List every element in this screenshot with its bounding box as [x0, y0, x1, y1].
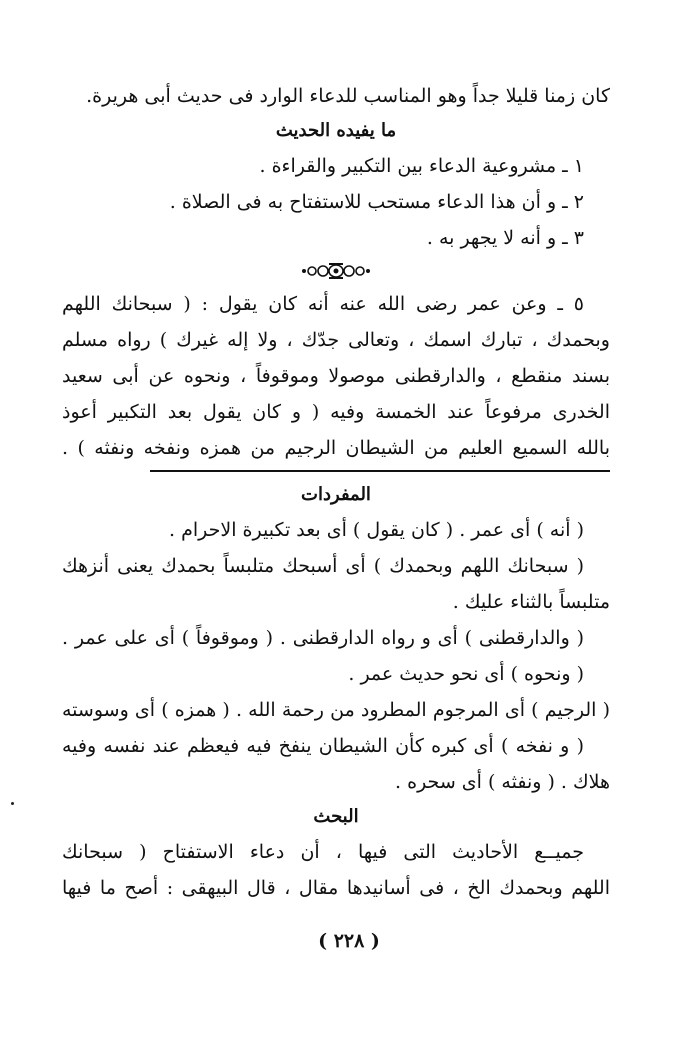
page-body	[62, 78, 610, 906]
hadith-line-2: وبحمدك ، تبارك اسمك ، وتعالى جدّك ، ولا إله غيرك ) رواه مسلم	[62, 329, 610, 351]
hadith-line-4: الخدرى مرفوعاً عند الخمسة وفيه ( و كان يقول بعد التكبير أعوذ	[62, 401, 610, 423]
vocabulary-line-8: هلاك . ( ونفثه ) أى سحره .	[395, 771, 610, 793]
vocabulary-line-5: ( ونحوه ) أى نحو حديث عمر .	[348, 663, 584, 685]
section-heading-benefits: ما يفيده الحديث	[275, 120, 397, 141]
section-heading-vocabulary: المفردات	[301, 484, 371, 505]
benefit-item-2: ٢ ـ و أن هذا الدعاء مستحب للاستفتاح به فى الصلاة .	[169, 191, 584, 213]
discussion-line-2: اللهم وبحمدك الخ ، فى أسانيدها مقال ، قال البيهقى : أصح ما فيها	[62, 877, 610, 899]
hadith-line-5: بالله السميع العليم من الشيطان الرجيم من همزه ونفخه ونفثه ) .	[62, 437, 610, 459]
page-number: ( ٢٢٨ )	[318, 930, 380, 952]
section-divider-rule	[150, 470, 610, 472]
benefit-item-3: ٣ ـ و أنه لا يجهر به .	[426, 227, 584, 249]
intro-line: كان زمنا قليلا جداً وهو المناسب للدعاء الوارد فى حديث أبى هريرة.	[86, 85, 610, 107]
discussion-line-1: جميــع الأحاديث التى فيها ، أن دعاء الاستفتاح ( سبحانك	[62, 841, 584, 863]
margin-mark	[11, 802, 14, 805]
vocabulary-line-4: ( والدارقطنى ) أى و رواه الدارقطنى . ( وموقوفاً ) أى على عمر .	[62, 627, 584, 649]
hadith-line-3: بسند منقطع ، والدارقطنى موصولا وموقوفاً ، ونحوه عن أبى سعيد	[62, 365, 610, 387]
section-heading-discussion: البحث	[313, 806, 359, 827]
vocabulary-line-6: ( الرجيم ) أى المرجوم المطرود من رحمة الله . ( همزه ) أى وسوسته	[62, 699, 610, 721]
ornament-divider	[62, 256, 610, 286]
vocabulary-line-1: ( أنه ) أى عمر . ( كان يقول ) أى بعد تكبيرة الاحرام .	[169, 519, 584, 541]
benefit-item-1: ١ ـ مشروعية الدعاء بين التكبير والقراءة .	[259, 155, 584, 177]
vocabulary-line-3: متلبساً بالثناء عليك .	[452, 591, 610, 613]
hadith-line-1: ٥ ـ وعن عمر رضى الله عنه أنه كان يقول : ( سبحانك اللهم	[62, 293, 584, 315]
vocabulary-line-7: ( و نفخه ) أى كبره كأن الشيطان ينفخ فيه فيعظم عند نفسه وفيه	[62, 735, 584, 757]
vocabulary-line-2: ( سبحانك اللهم وبحمدك ) أى أسبحك متلبساً بحمدك يعنى أنزهك	[62, 555, 584, 577]
ornament-icon	[301, 261, 371, 281]
